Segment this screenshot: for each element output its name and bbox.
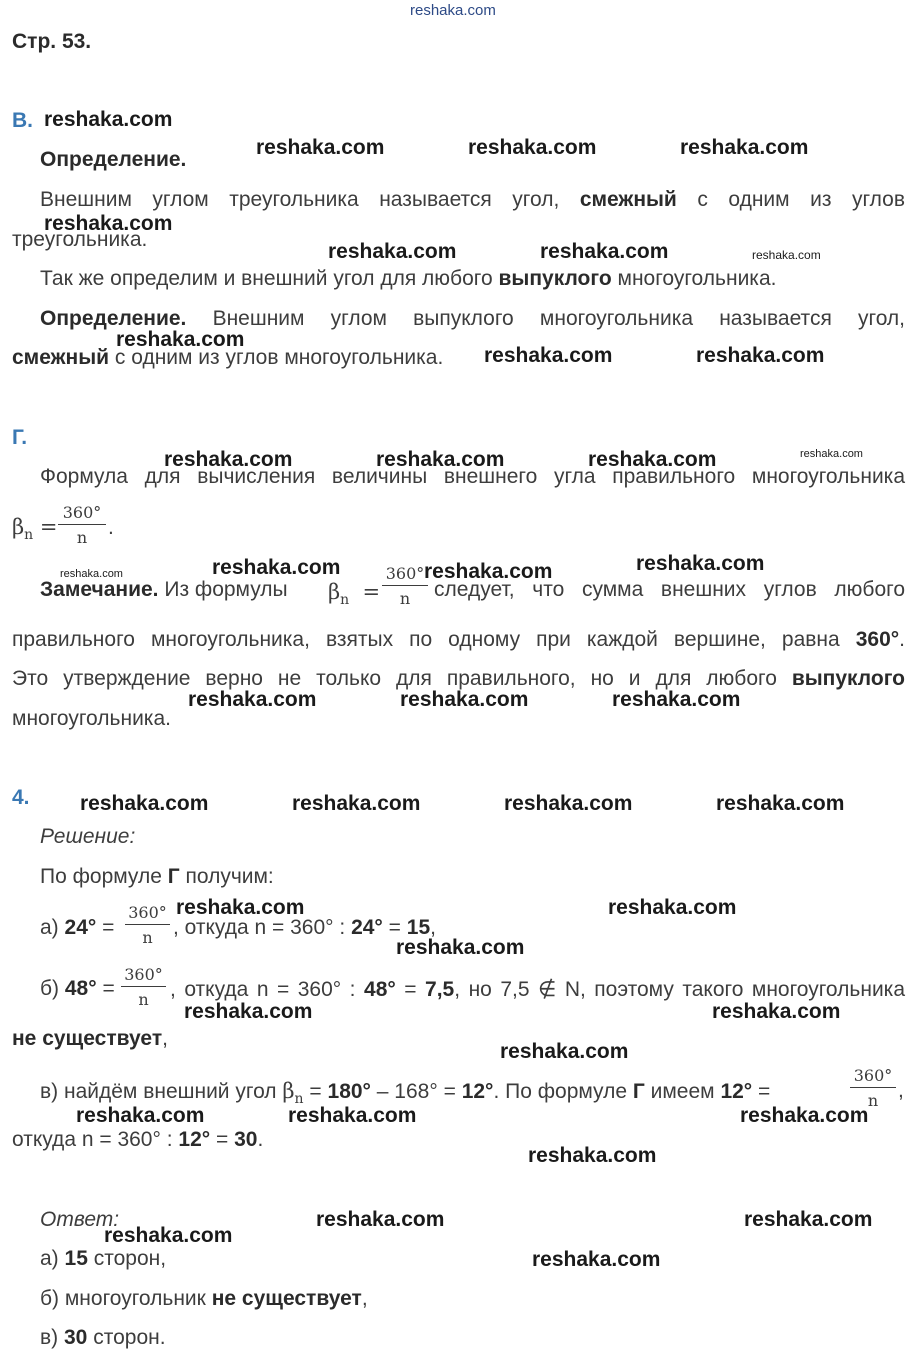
watermark: reshaka.com (696, 344, 825, 367)
watermark: reshaka.com (80, 792, 209, 815)
formula-dot: . (108, 516, 114, 539)
watermark: reshaka.com (104, 1224, 233, 1247)
watermark: reshaka.com (184, 1000, 313, 1023)
item-c-fraction: 360° n (850, 1066, 896, 1110)
watermark: reshaka.com (396, 936, 525, 959)
item-c-line1: в) найдём внешний угол $\beta_n = 180^\circ - 168^\circ = 12^\circ$. По формуле Г имеем 12° = (40, 1079, 771, 1108)
top-watermark: reshaka.com (410, 2, 496, 19)
item-c-comma: , (898, 1079, 904, 1102)
watermark: reshaka.com (636, 552, 765, 575)
remark-title-line: Замечание. Из формулы (40, 578, 288, 601)
remark-beta: $\beta_n$ = (328, 580, 381, 609)
item-b-line2: не существует, (12, 1027, 168, 1050)
watermark: reshaka.com (212, 556, 341, 579)
remark-line4: многоугольника. (12, 707, 171, 730)
remark-tail: следует, что сумма внешних углов любого (434, 578, 905, 601)
answer-c: в) 30 сторон. (40, 1326, 166, 1349)
watermark: reshaka.com (116, 328, 245, 351)
watermark: reshaka.com (680, 136, 809, 159)
remark-line2: правильного многоугольника, взятых по одному при каждой вершине, равна 360°. (12, 628, 905, 651)
item-b-tail: , откуда n = 360° : 48° = 7,5, но 7,5 ∉ N, поэтому такого многоугольника (170, 978, 905, 1001)
watermark: reshaka.com (256, 136, 385, 159)
watermark: reshaka.com (468, 136, 597, 159)
answer-b: б) многоугольник не существует, (40, 1287, 368, 1310)
def1-line1: Внешним углом треугольника называется угол, смежный с одним из углов (40, 188, 905, 211)
watermark-small: reshaka.com (800, 448, 863, 460)
watermark: reshaka.com (328, 240, 457, 263)
item-a-tail: , откуда n = 360° : 24° = 15, (173, 916, 436, 939)
page-label: Стр. 53. (12, 30, 92, 53)
item-a-prefix: а) 24° = (40, 916, 115, 939)
watermark: reshaka.com (740, 1104, 869, 1127)
watermark: reshaka.com (528, 1144, 657, 1167)
convex-line: Так же определим и внешний угол для любого выпуклого многоугольника. (40, 267, 777, 290)
section-g-letter: Г. (12, 426, 28, 449)
watermark: reshaka.com (292, 792, 421, 815)
item-a-fraction: 360° n (125, 903, 170, 947)
solution-label: Решение: (40, 825, 136, 848)
watermark: reshaka.com (500, 1040, 629, 1063)
item-b-fraction: 360° n (121, 965, 166, 1009)
watermark: reshaka.com (424, 560, 553, 583)
watermark: reshaka.com (608, 896, 737, 919)
remark-fraction: 360° n (382, 564, 428, 608)
watermark-small: reshaka.com (752, 248, 821, 262)
watermark: reshaka.com (744, 1208, 873, 1231)
watermark: reshaka.com (76, 1104, 205, 1127)
formula-fraction: 360° n (58, 503, 106, 547)
watermark: reshaka.com (504, 792, 633, 815)
def2-line2: смежный с одним из углов многоугольника. (12, 346, 444, 369)
def1-line2: треугольника. (12, 228, 148, 251)
watermark: reshaka.com (44, 108, 173, 131)
watermark: reshaka.com (316, 1208, 445, 1231)
solution-intro: По формуле Г получим: (40, 865, 274, 888)
watermark: reshaka.com (716, 792, 845, 815)
watermark: reshaka.com (188, 688, 317, 711)
task-number: 4. (12, 786, 30, 809)
watermark: reshaka.com (612, 688, 741, 711)
watermark: reshaka.com (588, 448, 717, 471)
watermark: reshaka.com (484, 344, 613, 367)
watermark: reshaka.com (164, 448, 293, 471)
watermark: reshaka.com (176, 896, 305, 919)
watermark: reshaka.com (532, 1248, 661, 1271)
watermark-small: reshaka.com (60, 568, 123, 580)
beta-n-symbol: $\beta_n$ = (12, 515, 58, 544)
section-v-letter: В. (12, 109, 33, 132)
watermark: reshaka.com (540, 240, 669, 263)
item-c-line2: откуда n = 360° : 12° = 30. (12, 1128, 264, 1151)
answer-label: Ответ: (40, 1208, 120, 1231)
answer-a: а) 15 сторон, (40, 1247, 167, 1270)
item-b-prefix: б) 48° = (40, 977, 115, 1000)
watermark: reshaka.com (712, 1000, 841, 1023)
watermark: reshaka.com (288, 1104, 417, 1127)
watermark: reshaka.com (44, 212, 173, 235)
watermark: reshaka.com (400, 688, 529, 711)
def1-title: Определение. (40, 148, 187, 171)
remark-line3: Это утверждение верно не только для правильного, но и для любого выпуклого (12, 667, 905, 690)
def2-line1: Определение. Внешним углом выпуклого многоугольника называется угол, (40, 307, 905, 330)
formula-intro: Формула для вычисления величины внешнего угла правильного многоугольника (40, 465, 905, 488)
watermark: reshaka.com (376, 448, 505, 471)
